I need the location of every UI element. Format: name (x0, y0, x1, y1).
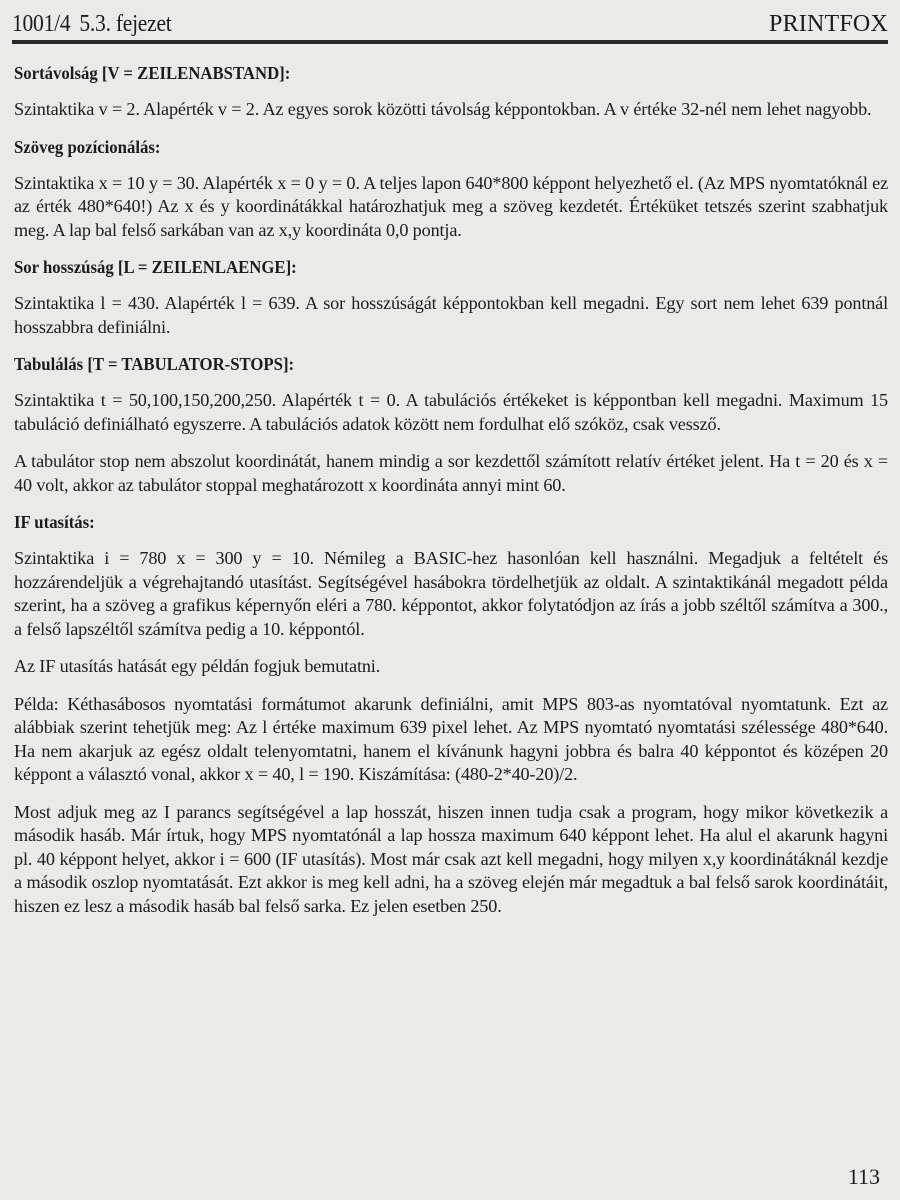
page-number: 113 (847, 1164, 880, 1189)
section-line-spacing (14, 62, 888, 122)
paragraph: Példa: Kéthasábosos nyomtatási formátumot akarunk definiálni, amit MPS 803-as nyomtatóval nyomtatunk. Ezt az alábbiak szerint tehetjük meg: Az l értéke maximum 639 pixel lehet. Az MPS nyomtató nyomtatási szélessége 480*640. Ha nem akarjuk az egész oldalt telenyomtatni, hanem el kívánunk hagyni jobbra és balra 40 képpontot és középen 20 képpont a választó vonal, akkor x = 40, l = 190. Kiszámítása: (480-2*40-20)/2. (14, 693, 888, 784)
section-heading: Tabulálás [T = TABULATOR-STOPS]: (14, 354, 295, 374)
section-heading: Sortávolság [V = ZEILENABSTAND]: (14, 63, 291, 83)
header-chapter (12, 11, 171, 38)
header-code: 1001/4 (12, 11, 71, 37)
page-content (14, 62, 888, 932)
section-line-length (14, 256, 888, 339)
paragraph: Most adjuk meg az I parancs segítségével a lap hosszát, hiszen innen tudja csak a program, hogy mikor következik a második hasáb. Már írtuk, hogy MPS nyomtatónál a lap hossza maximum 640 képpont lehet. Ha alul el akarunk hagyni pl. 40 képpont helyet, akkor i = 600 (IF utasítás). Most már csak azt kell megadni, hogy milyen x,y koordinátáknál kezdje a második oszlop nyomtatását. Ezt akkor is meg kell adni, ha a szöveg elején már megadtuk a bal felső sarok koordinátáit, hiszen ez lesz a második hasáb bal felső sarka. Ez jelen esetben 250. (14, 801, 888, 916)
paragraph: Szintaktika v = 2. Alapérték v = 2. Az egyes sorok közötti távolság képpontokban. A v értéke 32-nél nem lehet nagyobb. (14, 99, 872, 119)
section-tabulation (14, 353, 888, 497)
section-if-statement (14, 511, 888, 918)
section-heading: Szöveg pozícionálás: (14, 136, 161, 157)
header-product-title: PRINTFOX (769, 11, 888, 37)
paragraph: Szintaktika t = 50,100,150,200,250. Alapérték t = 0. A tabulációs értékeket is képpontban kell megadni. Maximum 15 tabuláció definiálható egyszerre. A tabulációs adatok között nem fordulhat elő szóköz, csak vessző. (14, 390, 888, 434)
running-header (12, 8, 888, 44)
section-heading: Sor hosszúság [L = ZEILENLAENGE]: (14, 257, 297, 277)
paragraph: A tabulátor stop nem abszolut koordinátát, hanem mindig a sor kezdettől számított relatív értéket jelent. Ha t = 20 és x = 40 volt, akkor az tabulátor stoppal meghatározott x koordináta annyi mint 60. (14, 451, 888, 495)
paragraph: Szintaktika i = 780 x = 300 y = 10. Némileg a BASIC-hez hasonlóan kell használni. Megadjuk a feltételt és hozzárendeljük a végrehajtandó utasítást. Segítségével hasábokra tördelhetjük az oldalt. A szintaktikánál megadott példa szerint, ha a szöveg a grafikus képernyőn eléri a 780. képpontot, akkor folytatódjon az írás a jobb széltől számítva a 300., a felső lapszéltől számítva pedig a 10. képpontól. (14, 548, 888, 639)
section-text-positioning (14, 136, 888, 243)
paragraph: Szintaktika l = 430. Alapérték l = 639. A sor hosszúságát képpontokban kell megadni. Egy sort nem lehet 639 pontnál hosszabbra definiálni. (14, 293, 888, 337)
header-chapter-title: 5.3. fejezet (79, 11, 172, 37)
section-heading: IF utasítás: (14, 512, 95, 532)
paragraph: Szintaktika x = 10 y = 30. Alapérték x = 0 y = 0. A teljes lapon 640*800 képpont helyezhető el. (Az MPS nyomtatóknál ez az érték 480*640!) Az x és y koordinátákkal határozhatjuk meg a szöveg kezdetét. Értéküket tetszés szerint szabhatjuk meg. A lap bal felső sarkában van az x,y koordináta 0,0 pontja. (14, 172, 888, 240)
paragraph: Az IF utasítás hatását egy példán fogjuk bemutatni. (14, 656, 381, 676)
